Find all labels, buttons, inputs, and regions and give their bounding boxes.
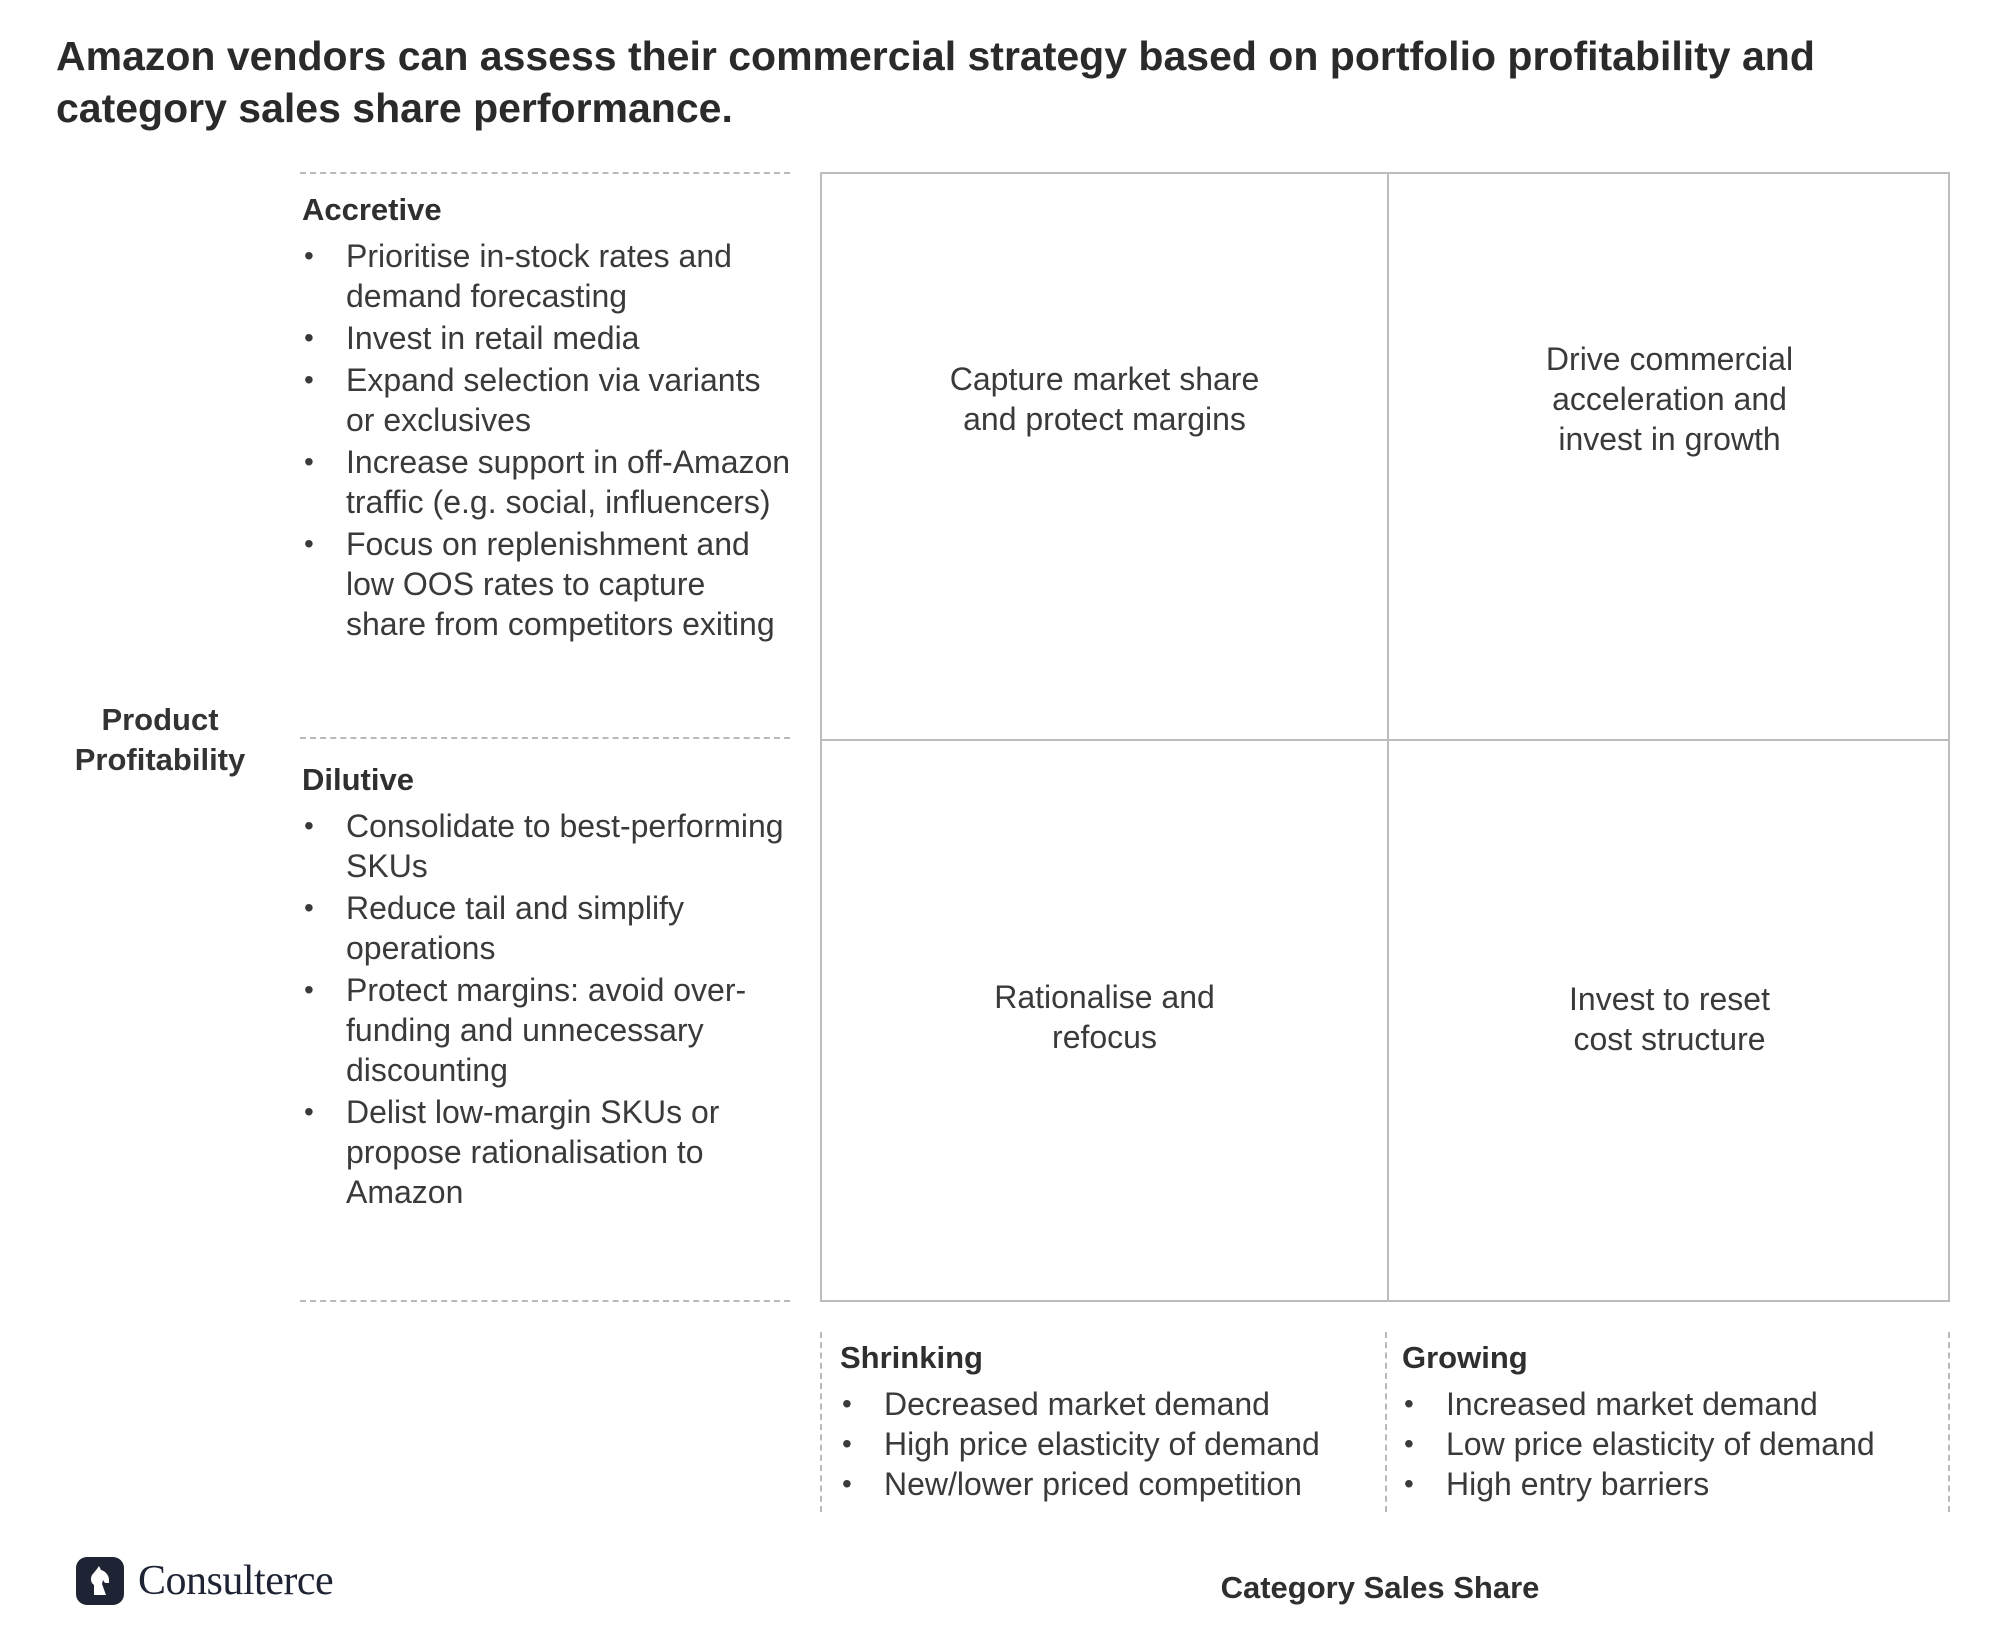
quadrant-text: Rationalise and refocus [994,978,1215,1055]
quadrant-text: Drive commercial acceleration and invest in growth [1545,341,1794,457]
page-title: Amazon vendors can assess their commercial strategy based on portfolio profitability and category sales share performance. [56,33,1815,131]
list-item: • Delist low-margin SKUs or propose rationalisation to Amazon [302,1092,792,1212]
divider-x-right [1948,1332,1950,1512]
dilutive-heading: Dilutive [302,762,414,797]
list-item: • Protect margins: avoid over-funding and unnecessary discounting [302,970,792,1090]
strategy-matrix [820,172,1950,1302]
x-axis-label: Category Sales Share [1220,1570,1540,1605]
divider-top [300,172,790,174]
list-item: • Consolidate to best-performing SKUs [302,806,792,886]
growing-segment [1402,1338,1947,1504]
list-item: • Increase support in off-Amazon traffic (e.g. social, influencers) [302,442,792,522]
accretive-list [302,236,792,644]
shrinking-heading: Shrinking [840,1340,983,1375]
brand-name: Consulterce [138,1558,334,1604]
shrinking-segment [840,1338,1380,1504]
list-item: • High entry barriers [1402,1464,1947,1504]
list-item: • Decreased market demand [840,1384,1380,1424]
list-item: • Reduce tail and simplify operations [302,888,792,968]
list-item: • Prioritise in-stock rates and demand forecasting [302,236,792,316]
list-item: • High price elasticity of demand [840,1424,1380,1464]
divider-x-left [820,1332,822,1512]
quadrant-top-left [822,174,1387,739]
horse-head-icon [76,1557,124,1605]
list-item: • Low price elasticity of demand [1402,1424,1947,1464]
divider-bottom [300,1300,790,1302]
growing-list [1402,1384,1947,1504]
list-item: • Expand selection via variants or exclusives [302,360,792,440]
list-item: • Focus on replenishment and low OOS rates to capture share from competitors exiting [302,524,792,644]
quadrant-text: Invest to reset cost structure [1569,981,1770,1057]
list-item: • Increased market demand [1402,1384,1947,1424]
dilutive-list [302,806,792,1212]
y-axis-label: Product Profitability [74,702,246,777]
growing-heading: Growing [1402,1340,1528,1375]
list-item: • New/lower priced competition [840,1464,1380,1504]
quadrant-bottom-left [822,739,1387,1304]
accretive-segment [302,190,792,646]
dilutive-segment [302,760,792,1214]
divider-middle [300,737,790,739]
divider-x-middle [1385,1332,1387,1512]
quadrant-bottom-right [1387,739,1952,1304]
quadrant-text: Capture market share and protect margins [949,361,1260,437]
accretive-heading: Accretive [302,192,442,227]
brand-logo [76,1557,333,1605]
quadrant-top-right [1387,174,1952,739]
list-item: • Invest in retail media [302,318,792,358]
shrinking-list [840,1384,1380,1504]
